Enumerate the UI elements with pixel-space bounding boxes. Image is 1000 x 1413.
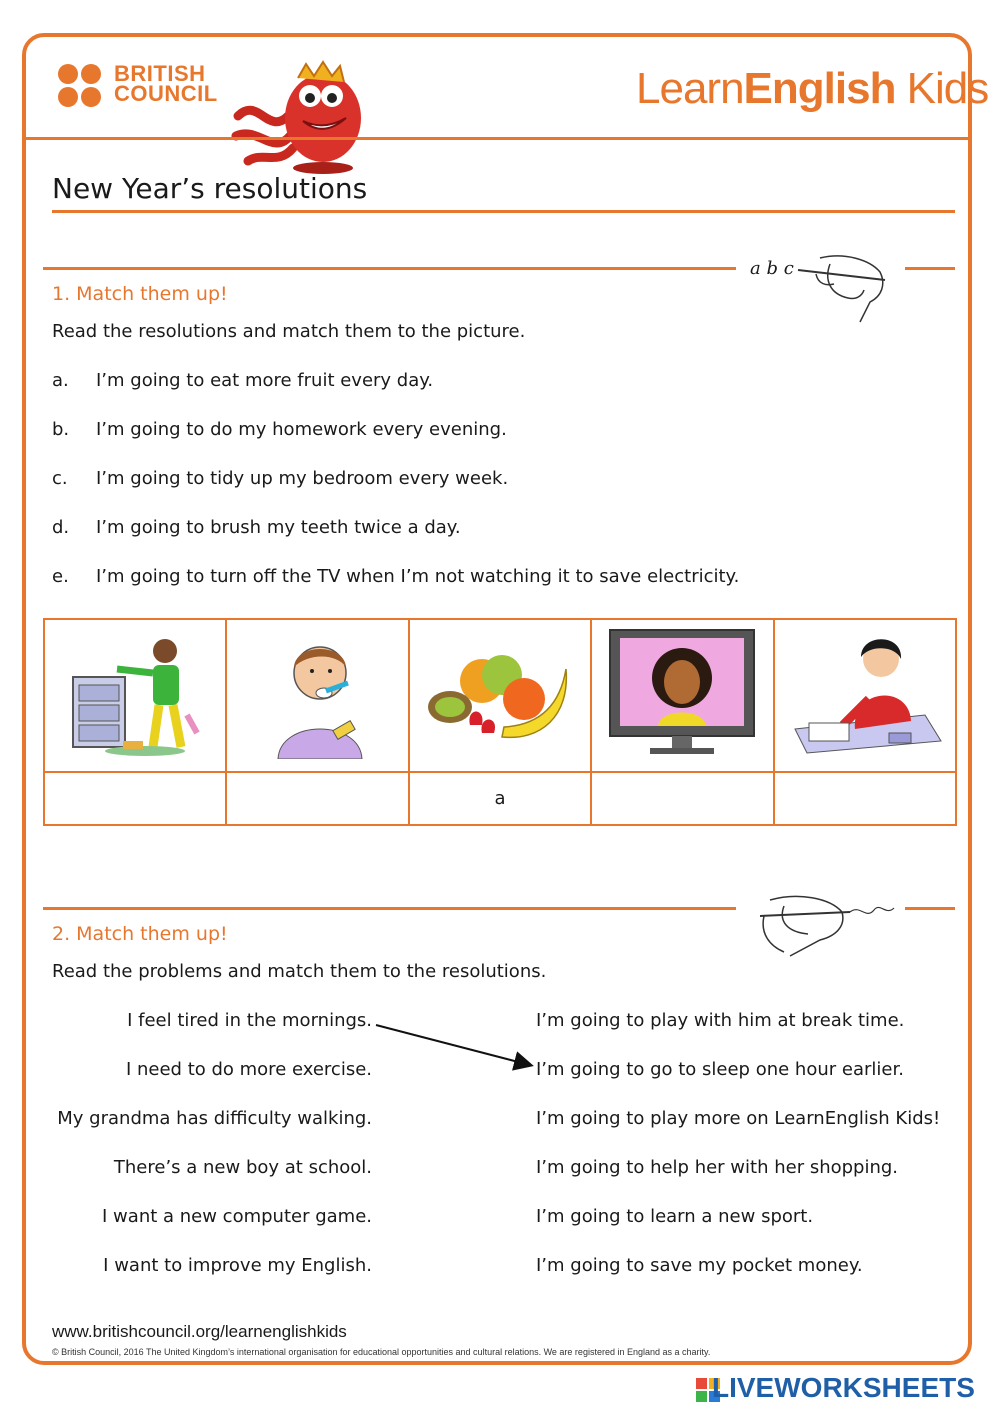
section1-heading: 1. Match them up! (52, 283, 228, 305)
item-letter: d. (52, 517, 70, 538)
problem-item[interactable]: I want a new computer game. (102, 1206, 372, 1227)
item-text: I’m going to turn off the TV when I’m not watching it to save electricity. (96, 566, 740, 587)
item-letter: a. (52, 370, 69, 391)
answer-cell[interactable] (774, 772, 956, 825)
picture-cell (409, 619, 591, 772)
tv-screen-icon (602, 624, 762, 764)
footer-copyright: © British Council, 2016 The United Kingdom’s international organisation for educational opportunities and cultural relations. We are registered in England as a charity. (52, 1347, 711, 1357)
item-text: I’m going to do my homework every evening. (96, 419, 507, 440)
resolution-option[interactable]: I’m going to play with him at break time. (536, 1010, 905, 1031)
writing-hand-icon (750, 890, 900, 962)
resolution-option[interactable]: I’m going to save my pocket money. (536, 1255, 863, 1276)
picture-match-table (43, 618, 957, 826)
page-title: New Year’s resolutions (52, 172, 368, 205)
answer-cell[interactable] (591, 772, 773, 825)
item-letter: b. (52, 419, 70, 440)
problem-item[interactable]: I want to improve my English. (103, 1255, 372, 1276)
liveworksheets-watermark: LIVEWORKSHEETS (712, 1372, 975, 1403)
header-divider (26, 137, 968, 140)
tidying-bedroom-icon (55, 629, 215, 759)
fruit-icon (420, 629, 580, 759)
section1-rule-right (905, 267, 955, 270)
lek-light: Learn (636, 64, 744, 113)
resolution-option[interactable]: I’m going to help her with her shopping. (536, 1157, 899, 1178)
section1-instruction: Read the resolutions and match them to the picture. (52, 321, 526, 342)
resolution-option[interactable]: I’m going to learn a new sport. (536, 1206, 814, 1227)
item-text: I’m going to eat more fruit every day. (96, 370, 434, 391)
title-underline (52, 210, 955, 213)
item-letter: e. (52, 566, 69, 587)
section2-rule-right (905, 907, 955, 910)
picture-cell (774, 619, 956, 772)
answer-cell[interactable] (44, 772, 226, 825)
section2-heading: 2. Match them up! (52, 923, 228, 945)
bc-logo-line1: BRITISH (114, 61, 206, 86)
picture-cell (226, 619, 408, 772)
section2-rule-left (43, 907, 736, 910)
item-letter: c. (52, 468, 68, 489)
learnenglish-kids-logo (636, 64, 988, 114)
problem-item[interactable]: There’s a new boy at school. (113, 1157, 372, 1178)
problem-item[interactable]: My grandma has difficulty walking. (57, 1108, 372, 1129)
problem-item[interactable]: I feel tired in the mornings. (127, 1010, 372, 1031)
resolution-option[interactable]: I’m going to play more on LearnEnglish Kids! (536, 1108, 941, 1129)
bc-logo-line2: COUNCIL (114, 81, 218, 106)
lek-bold: English (743, 64, 896, 113)
homework-icon (785, 629, 945, 759)
item-text: I’m going to brush my teeth twice a day. (96, 517, 461, 538)
writing-hand-icon (790, 250, 900, 328)
answer-cell[interactable] (226, 772, 408, 825)
lek-kids: Kids (895, 64, 989, 113)
problem-item[interactable]: I need to do more exercise. (125, 1059, 372, 1080)
match-arrow (370, 1015, 540, 1075)
resolution-option[interactable]: I’m going to go to sleep one hour earlier. (536, 1059, 904, 1080)
pen-label: a b c (750, 258, 794, 279)
item-text: I’m going to tidy up my bedroom every week. (96, 468, 509, 489)
section1-rule-left (43, 267, 736, 270)
footer-url[interactable]: www.britishcouncil.org/learnenglishkids (52, 1322, 347, 1341)
picture-cell (44, 619, 226, 772)
brushing-teeth-icon (238, 629, 398, 759)
picture-cell (591, 619, 773, 772)
monster-mascot-icon (228, 56, 368, 176)
section2-instruction: Read the problems and match them to the resolutions. (52, 961, 547, 982)
answer-cell[interactable]: a (409, 772, 591, 825)
